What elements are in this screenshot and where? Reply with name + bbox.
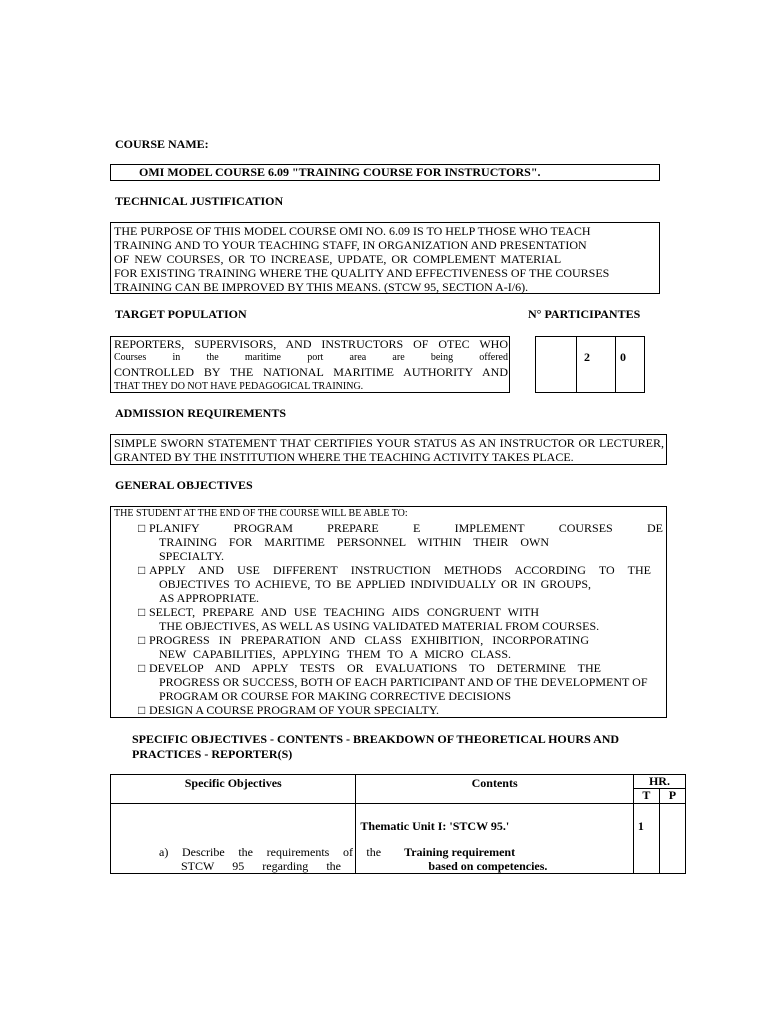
specific-objectives-table bbox=[110, 774, 686, 874]
objective-a bbox=[159, 845, 353, 873]
header-t: T bbox=[633, 789, 659, 804]
objective-line: PROGRAM OR COURSE FOR MAKING CORRECTIVE DECISIONS bbox=[159, 689, 512, 703]
objective-line: APPLY AND USE DIFFERENT INSTRUCTION METHODS ACCORDING TO THE bbox=[149, 563, 651, 577]
bullet-icon: □ bbox=[138, 521, 146, 535]
participants-box bbox=[535, 336, 645, 393]
bullet-icon: □ bbox=[138, 661, 146, 675]
course-name-value: OMI MODEL COURSE 6.09 "TRAINING COURSE FOR INSTRUCTORS". bbox=[139, 165, 541, 179]
tj-line: THE PURPOSE OF THIS MODEL COURSE OMI NO. 6.09 IS TO HELP THOSE WHO TEACH bbox=[114, 224, 591, 238]
bullet-icon: □ bbox=[138, 633, 146, 647]
technical-justification-text bbox=[114, 224, 644, 294]
objective-line: PROGRESS OR SUCCESS, BOTH OF EACH PARTICIPANT AND OF THE DEVELOPMENT OF bbox=[159, 675, 648, 689]
technical-justification-label: TECHNICAL JUSTIFICATION bbox=[115, 194, 284, 208]
objective-line: SPECIALTY. bbox=[159, 549, 225, 563]
objective-item bbox=[149, 521, 663, 563]
participants-divider bbox=[576, 337, 577, 392]
thematic-unit: Thematic Unit I: 'STCW 95.' bbox=[360, 819, 510, 833]
general-objectives-box bbox=[110, 506, 667, 718]
objective-item bbox=[149, 661, 648, 703]
general-objectives-intro: THE STUDENT AT THE END OF THE COURSE WILL BE ABLE TO: bbox=[114, 508, 408, 519]
objective-item bbox=[149, 633, 589, 661]
header-specific-objectives: Specific Objectives bbox=[111, 775, 356, 804]
tp-line: THAT THEY DO NOT HAVE PEDAGOGICAL TRAINING. bbox=[114, 381, 364, 392]
participants-label: N° PARTICIPANTES bbox=[528, 307, 641, 321]
target-population-box bbox=[110, 336, 510, 393]
content-bold: Training requirement bbox=[404, 845, 516, 859]
objective-line: DEVELOP AND APPLY TESTS OR EVALUATIONS TO DETERMINE THE bbox=[149, 661, 601, 675]
admission-line: SIMPLE SWORN STATEMENT THAT CERTIFIES YOUR STATUS AS AN INSTRUCTOR OR LECTURER, bbox=[114, 436, 664, 450]
bullet-icon: □ bbox=[138, 563, 146, 577]
objective-item bbox=[149, 703, 439, 717]
target-population-label: TARGET POPULATION bbox=[115, 307, 247, 321]
technical-justification-box bbox=[110, 222, 660, 294]
tj-line: OF NEW COURSES, OR TO INCREASE, UPDATE, OR COMPLEMENT MATERIAL bbox=[114, 252, 562, 266]
admission-label: ADMISSION REQUIREMENTS bbox=[115, 406, 287, 420]
course-name-box bbox=[110, 164, 660, 181]
tj-line: TRAINING AND TO YOUR TEACHING STAFF, IN ORGANIZATION AND PRESENTATION bbox=[114, 238, 587, 252]
tj-line: TRAINING CAN BE IMPROVED BY THIS MEANS. (STCW 95, SECTION A-I/6). bbox=[114, 280, 529, 294]
tp-line: REPORTERS, SUPERVISORS, AND INSTRUCTORS OF OTEC WHO bbox=[114, 337, 508, 351]
objective-line: THE OBJECTIVES, AS WELL AS USING VALIDATED MATERIAL FROM COURSES. bbox=[159, 619, 600, 633]
header-p: P bbox=[659, 789, 685, 804]
cell-objective bbox=[111, 804, 356, 874]
participants-digit: 2 bbox=[584, 350, 590, 364]
tp-line: Courses in the maritime port area are being offered bbox=[114, 352, 508, 363]
objective-item bbox=[149, 605, 600, 633]
specific-objectives-heading bbox=[132, 732, 619, 762]
objective-line: DESIGN A COURSE PROGRAM OF YOUR SPECIALTY. bbox=[149, 703, 439, 717]
general-objectives-label: GENERAL OBJECTIVES bbox=[115, 478, 253, 492]
objective-line: PLANIFY PROGRAM PREPARE E IMPLEMENT COURSES DE bbox=[149, 521, 663, 535]
admission-line: GRANTED BY THE INSTITUTION WHERE THE TEACHING ACTIVITY TAKES PLACE. bbox=[114, 450, 574, 464]
tp-line: CONTROLLED BY THE NATIONAL MARITIME AUTHORITY AND bbox=[114, 365, 508, 379]
objective-line: SELECT, PREPARE AND USE TEACHING AIDS CONGRUENT WITH bbox=[149, 605, 539, 619]
content-prefix: the bbox=[366, 845, 382, 859]
objective-line: OBJECTIVES TO ACHIEVE, TO BE APPLIED INDIVIDUALLY OR IN GROUPS, bbox=[159, 577, 591, 591]
header-hr: HR. bbox=[633, 775, 685, 789]
hours-t-value: 1 bbox=[637, 819, 644, 833]
content-line-1 bbox=[366, 845, 515, 859]
heading-line: SPECIFIC OBJECTIVES - CONTENTS - BREAKDOWN OF THEORETICAL HOURS AND bbox=[132, 732, 620, 746]
admission-box bbox=[110, 434, 667, 465]
admission-text bbox=[114, 436, 664, 464]
cell-hours-p bbox=[659, 804, 685, 874]
objective-line: PROGRESS IN PREPARATION AND CLASS EXHIBITION, INCORPORATING bbox=[149, 633, 589, 647]
objective-line: NEW CAPABILITIES, APPLYING THEM TO A MICRO CLASS. bbox=[159, 647, 511, 661]
target-population-text bbox=[114, 337, 508, 393]
cell-contents bbox=[356, 804, 633, 874]
participants-digit: 0 bbox=[620, 350, 626, 364]
cell-hours-t bbox=[633, 804, 659, 874]
objective-a-line: a) Describe the requirements of bbox=[159, 845, 353, 859]
objective-a-line: STCW 95 regarding the bbox=[181, 859, 341, 873]
course-name-label: COURSE NAME: bbox=[115, 137, 209, 151]
table-header-row bbox=[111, 775, 686, 789]
objective-line: AS APPROPRIATE. bbox=[159, 591, 260, 605]
heading-line: PRACTICES - REPORTER(S) bbox=[132, 747, 293, 761]
tj-line: FOR EXISTING TRAINING WHERE THE QUALITY AND EFFECTIVENESS OF THE COURSES bbox=[114, 266, 610, 280]
bullet-icon: □ bbox=[138, 703, 146, 717]
objective-line: TRAINING FOR MARITIME PERSONNEL WITHIN THEIR OWN bbox=[159, 535, 549, 549]
table-row bbox=[111, 804, 686, 874]
bullet-icon: □ bbox=[138, 605, 146, 619]
participants-divider bbox=[615, 337, 616, 392]
content-line-2: based on competencies. bbox=[428, 859, 548, 873]
objective-item bbox=[149, 563, 651, 605]
header-contents: Contents bbox=[356, 775, 633, 804]
